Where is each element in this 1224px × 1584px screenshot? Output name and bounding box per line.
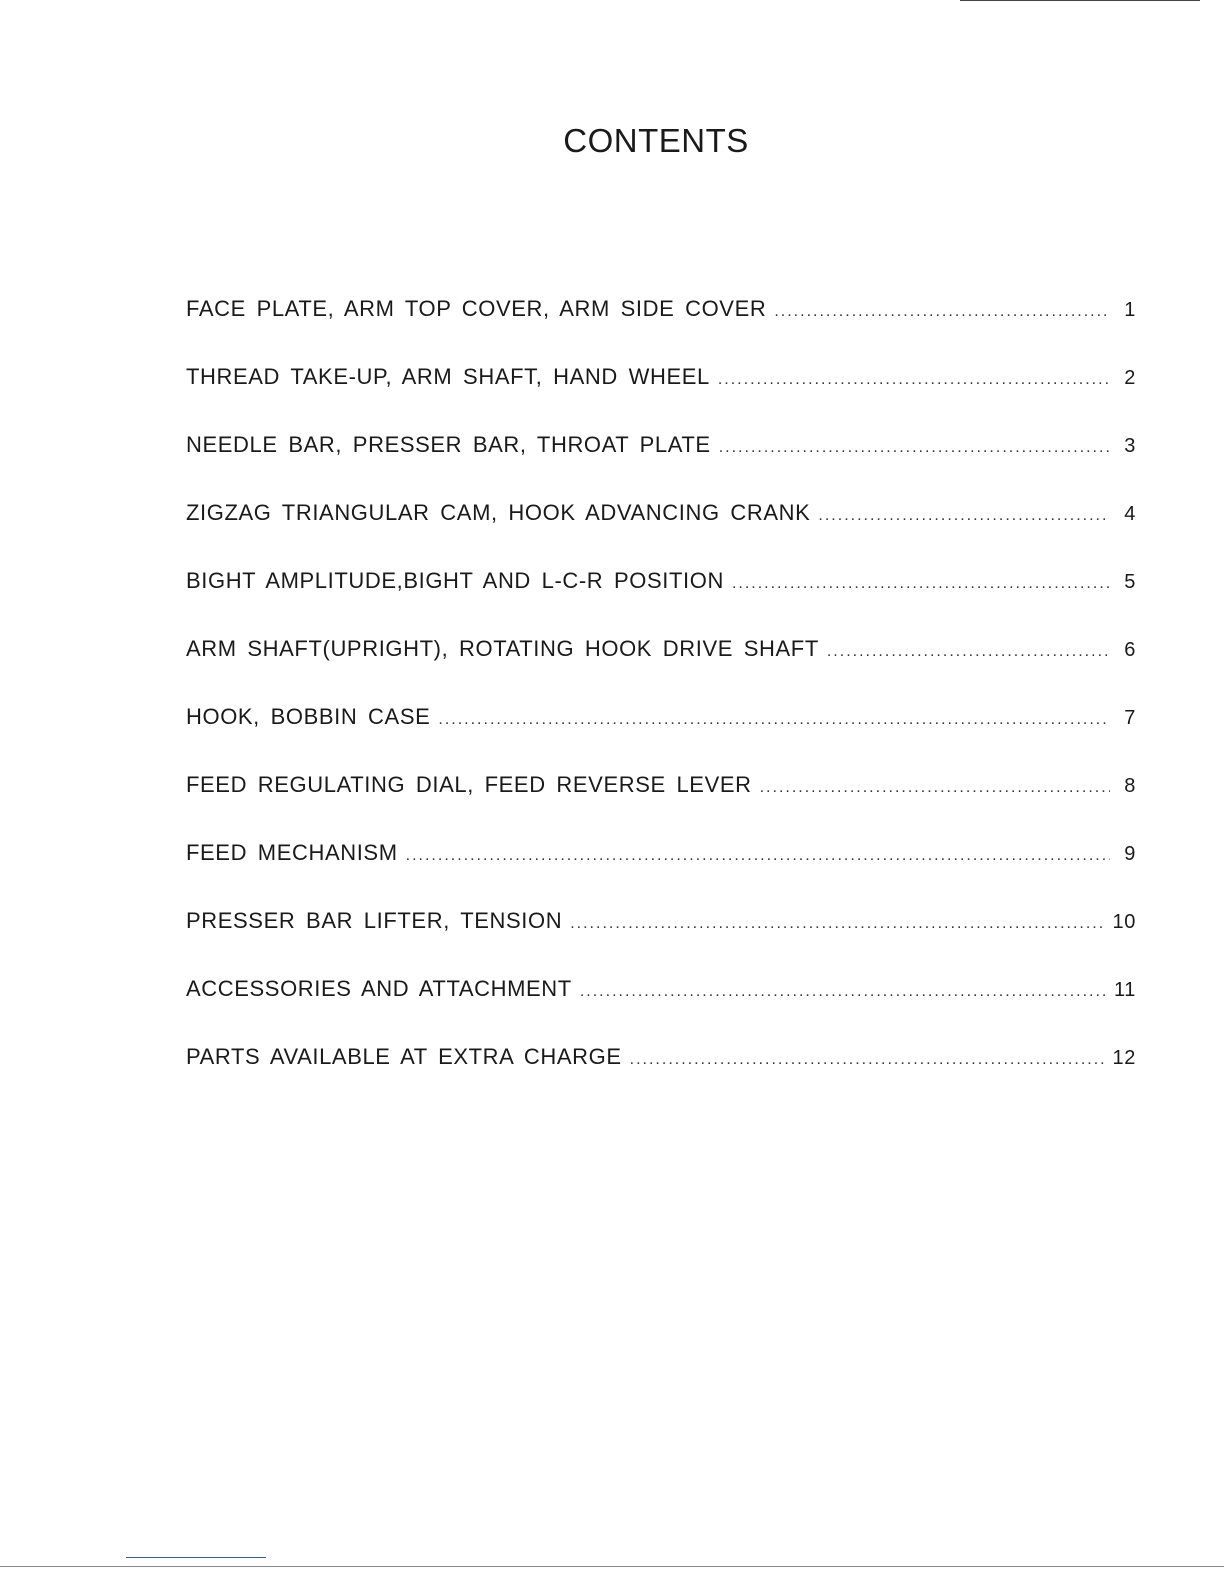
- dot-leader: [774, 303, 1110, 321]
- toc-entry[interactable]: [186, 704, 1136, 772]
- toc-entry-label: THREAD TAKE-UP, ARM SHAFT, HAND WHEEL: [186, 364, 710, 389]
- toc-entry-page: 3: [1124, 435, 1136, 457]
- toc-entry[interactable]: [186, 772, 1136, 840]
- toc-entry-label: ACCESSORIES AND ATTACHMENT: [186, 976, 572, 1001]
- toc-entry-page: 12: [1112, 1047, 1136, 1069]
- toc-entry-label: FACE PLATE, ARM TOP COVER, ARM SIDE COVER: [186, 296, 767, 321]
- toc-entry[interactable]: [186, 296, 1136, 364]
- toc-entry-page: 10: [1112, 911, 1136, 933]
- toc-entry-page: 1: [1124, 299, 1136, 321]
- dot-leader: [719, 439, 1110, 457]
- toc-entry-label: FEED REGULATING DIAL, FEED REVERSE LEVER: [186, 772, 752, 797]
- toc-entry-label: PRESSER BAR LIFTER, TENSION: [186, 908, 563, 933]
- bottom-edge-rule: [0, 1566, 1224, 1567]
- top-edge-rule: [960, 0, 1200, 1]
- toc-entry-label: HOOK, BOBBIN CASE: [186, 704, 431, 729]
- toc-entry-label: NEEDLE BAR, PRESSER BAR, THROAT PLATE: [186, 432, 711, 457]
- dot-leader: [580, 983, 1106, 1001]
- toc-entry[interactable]: [186, 976, 1136, 1044]
- toc-entry-page: 5: [1124, 571, 1136, 593]
- dot-leader: [818, 507, 1110, 525]
- toc-entry[interactable]: [186, 1044, 1136, 1112]
- toc-entry-page: 11: [1114, 979, 1136, 1001]
- toc-entry[interactable]: [186, 500, 1136, 568]
- toc-entry-page: 4: [1124, 503, 1136, 525]
- toc-entry[interactable]: [186, 840, 1136, 908]
- dot-leader: [718, 371, 1110, 389]
- dot-leader: [570, 915, 1104, 933]
- toc-entry-page: 7: [1124, 707, 1136, 729]
- toc-entry-label: ZIGZAG TRIANGULAR CAM, HOOK ADVANCING CRANK: [186, 500, 811, 525]
- toc-entry-label: PARTS AVAILABLE AT EXTRA CHARGE: [186, 1044, 622, 1069]
- dot-leader: [406, 847, 1110, 865]
- toc-entry-label: FEED MECHANISM: [186, 840, 398, 865]
- toc-entry-page: 9: [1124, 843, 1136, 865]
- dot-leader: [438, 711, 1110, 729]
- dot-leader: [760, 779, 1110, 797]
- toc-entry-label: BIGHT AMPLITUDE,BIGHT AND L-C-R POSITION: [186, 568, 724, 593]
- dot-leader: [732, 575, 1110, 593]
- page-title: CONTENTS: [563, 122, 749, 160]
- dot-leader: [630, 1051, 1105, 1069]
- toc-entry[interactable]: [186, 364, 1136, 432]
- toc-entry-label: ARM SHAFT(UPRIGHT), ROTATING HOOK DRIVE SHAFT: [186, 636, 819, 661]
- toc-entry-page: 2: [1124, 367, 1136, 389]
- toc-entry[interactable]: [186, 568, 1136, 636]
- toc-entry-page: 6: [1124, 639, 1136, 661]
- toc-entry[interactable]: [186, 908, 1136, 976]
- toc-entry[interactable]: [186, 432, 1136, 500]
- toc-entry-page: 8: [1124, 775, 1136, 797]
- table-of-contents: [186, 296, 1136, 1112]
- bottom-link-underline: [126, 1557, 266, 1558]
- toc-entry[interactable]: [186, 636, 1136, 704]
- dot-leader: [827, 643, 1110, 661]
